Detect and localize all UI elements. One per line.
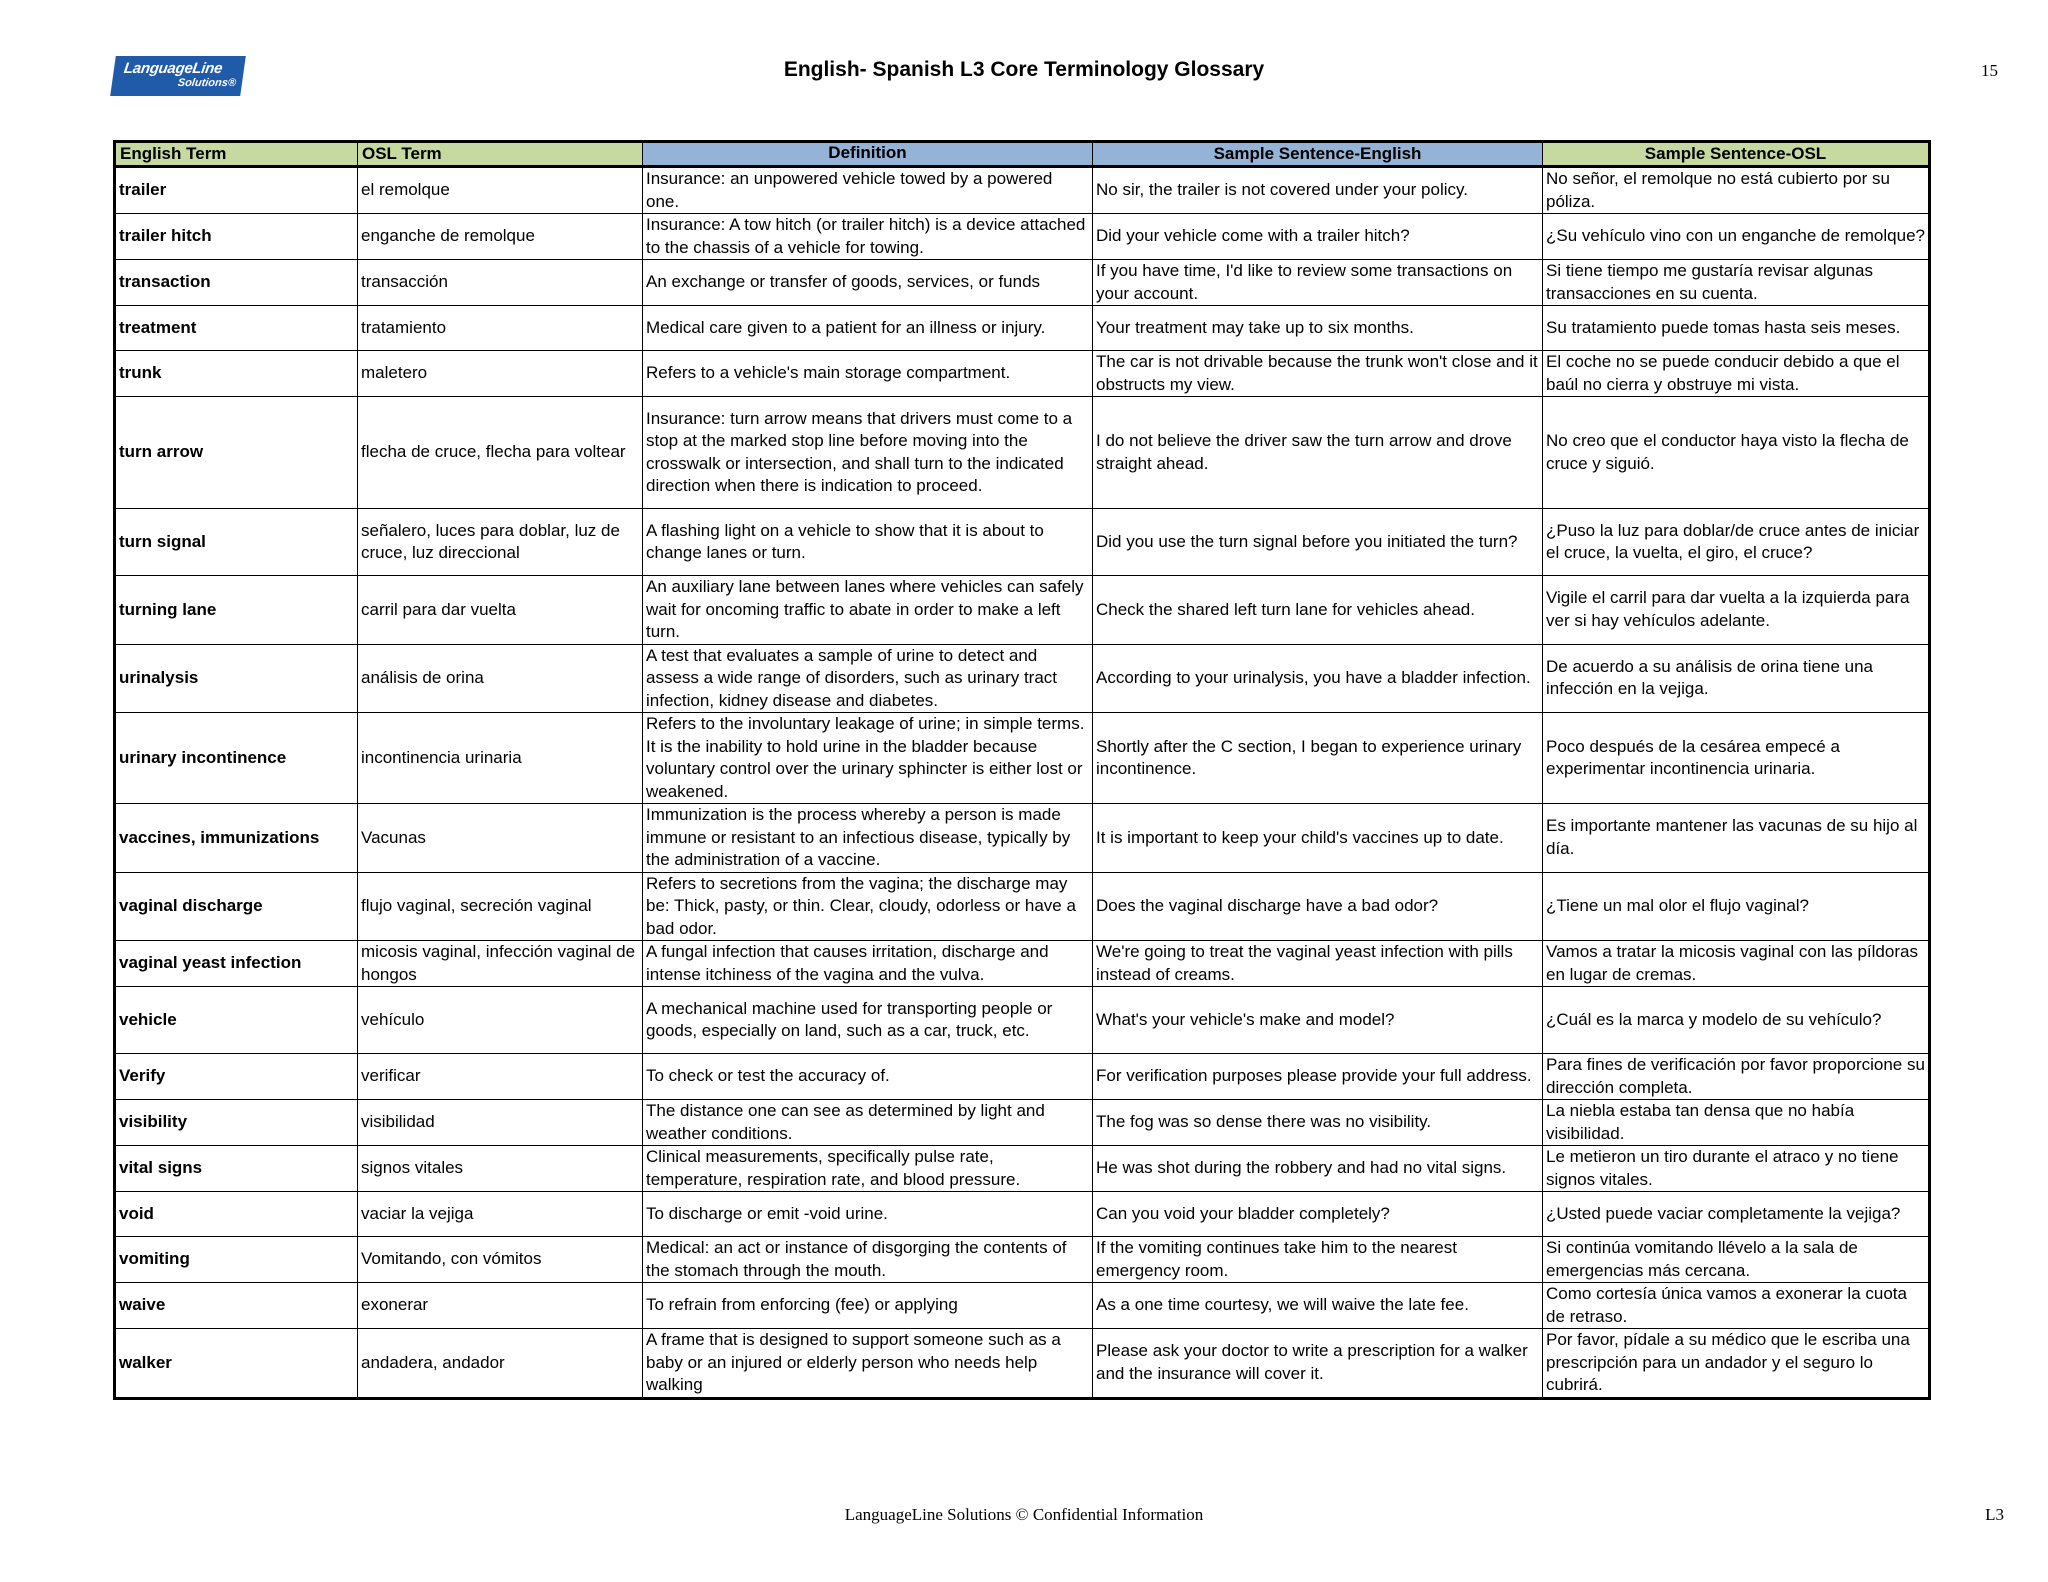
- sample-english-cell: He was shot during the robbery and had no vital signs.: [1093, 1146, 1543, 1192]
- column-header-sample-english: Sample Sentence-English: [1093, 142, 1543, 167]
- sample-english-cell: I do not believe the driver saw the turn arrow and drove straight ahead.: [1093, 397, 1543, 509]
- definition-cell: A test that evaluates a sample of urine to detect and assess a wide range of disorders, such as urinary tract infection, kidney disease and diabetes.: [643, 644, 1093, 713]
- table-row: [115, 397, 1930, 509]
- osl-term-cell: análisis de orina: [358, 644, 643, 713]
- english-term-cell: treatment: [115, 306, 358, 351]
- sample-osl-cell: La niebla estaba tan densa que no había visibilidad.: [1543, 1100, 1930, 1146]
- english-term-cell: Verify: [115, 1054, 358, 1100]
- sample-osl-cell: Vamos a tratar la micosis vaginal con las píldoras en lugar de cremas.: [1543, 941, 1930, 987]
- sample-osl-cell: Vigile el carril para dar vuelta a la izquierda para ver si hay vehículos adelante.: [1543, 576, 1930, 645]
- english-term-cell: urinary incontinence: [115, 713, 358, 804]
- english-term-cell: waive: [115, 1283, 358, 1329]
- definition-cell: Insurance: A tow hitch (or trailer hitch) is a device attached to the chassis of a vehicle for towing.: [643, 214, 1093, 260]
- table-row: [115, 1283, 1930, 1329]
- osl-term-cell: vehículo: [358, 987, 643, 1054]
- english-term-cell: walker: [115, 1329, 358, 1399]
- english-term-cell: turn signal: [115, 509, 358, 576]
- sample-osl-cell: No creo que el conductor haya visto la flecha de cruce y siguió.: [1543, 397, 1930, 509]
- sample-osl-cell: Para fines de verificación por favor proporcione su dirección completa.: [1543, 1054, 1930, 1100]
- definition-cell: A mechanical machine used for transporting people or goods, especially on land, such as a car, truck, etc.: [643, 987, 1093, 1054]
- definition-cell: Immunization is the process whereby a person is made immune or resistant to an infectious disease, typically by the administration of a vaccine.: [643, 804, 1093, 873]
- english-term-cell: urinalysis: [115, 644, 358, 713]
- sample-osl-cell: ¿Cuál es la marca y modelo de su vehículo?: [1543, 987, 1930, 1054]
- sample-english-cell: Shortly after the C section, I began to experience urinary incontinence.: [1093, 713, 1543, 804]
- table-row: [115, 214, 1930, 260]
- table-row: [115, 1100, 1930, 1146]
- osl-term-cell: tratamiento: [358, 306, 643, 351]
- table-body: [115, 167, 1930, 1399]
- sample-english-cell: What's your vehicle's make and model?: [1093, 987, 1543, 1054]
- sample-english-cell: Did your vehicle come with a trailer hitch?: [1093, 214, 1543, 260]
- table-row: [115, 941, 1930, 987]
- definition-cell: To check or test the accuracy of.: [643, 1054, 1093, 1100]
- column-header-definition: Definition: [643, 142, 1093, 167]
- osl-term-cell: verificar: [358, 1054, 643, 1100]
- table-row: [115, 306, 1930, 351]
- table-row: [115, 509, 1930, 576]
- sample-osl-cell: ¿Tiene un mal olor el flujo vaginal?: [1543, 872, 1930, 941]
- table-row: [115, 576, 1930, 645]
- sample-osl-cell: Por favor, pídale a su médico que le escriba una prescripción para un andador y el seguro lo cubrirá.: [1543, 1329, 1930, 1399]
- definition-cell: Clinical measurements, specifically pulse rate, temperature, respiration rate, and blood pressure.: [643, 1146, 1093, 1192]
- sample-osl-cell: Su tratamiento puede tomas hasta seis meses.: [1543, 306, 1930, 351]
- table-row: [115, 1146, 1930, 1192]
- sample-english-cell: Did you use the turn signal before you initiated the turn?: [1093, 509, 1543, 576]
- table-row: [115, 804, 1930, 873]
- sample-english-cell: It is important to keep your child's vaccines up to date.: [1093, 804, 1543, 873]
- definition-cell: To refrain from enforcing (fee) or applying: [643, 1283, 1093, 1329]
- sample-english-cell: According to your urinalysis, you have a bladder infection.: [1093, 644, 1543, 713]
- table-row: [115, 987, 1930, 1054]
- sample-osl-cell: Si continúa vomitando llévelo a la sala de emergencias más cercana.: [1543, 1237, 1930, 1283]
- sample-english-cell: Can you void your bladder completely?: [1093, 1192, 1543, 1237]
- english-term-cell: vaccines, immunizations: [115, 804, 358, 873]
- english-term-cell: vomiting: [115, 1237, 358, 1283]
- table-row: [115, 1237, 1930, 1283]
- glossary-table: [113, 140, 1931, 1400]
- sample-english-cell: For verification purposes please provide your full address.: [1093, 1054, 1543, 1100]
- osl-term-cell: Vacunas: [358, 804, 643, 873]
- osl-term-cell: micosis vaginal, infección vaginal de hongos: [358, 941, 643, 987]
- english-term-cell: void: [115, 1192, 358, 1237]
- osl-term-cell: incontinencia urinaria: [358, 713, 643, 804]
- osl-term-cell: Vomitando, con vómitos: [358, 1237, 643, 1283]
- english-term-cell: vehicle: [115, 987, 358, 1054]
- sample-osl-cell: Como cortesía única vamos a exonerar la cuota de retraso.: [1543, 1283, 1930, 1329]
- sample-osl-cell: Es importante mantener las vacunas de su hijo al día.: [1543, 804, 1930, 873]
- definition-cell: Medical: an act or instance of disgorging the contents of the stomach through the mouth.: [643, 1237, 1093, 1283]
- sample-english-cell: If the vomiting continues take him to the nearest emergency room.: [1093, 1237, 1543, 1283]
- column-header-sample-osl: Sample Sentence-OSL: [1543, 142, 1930, 167]
- osl-term-cell: enganche de remolque: [358, 214, 643, 260]
- definition-cell: An exchange or transfer of goods, services, or funds: [643, 260, 1093, 306]
- table-row: [115, 351, 1930, 397]
- sample-english-cell: As a one time courtesy, we will waive the late fee.: [1093, 1283, 1543, 1329]
- osl-term-cell: el remolque: [358, 167, 643, 214]
- english-term-cell: vaginal yeast infection: [115, 941, 358, 987]
- table-row: [115, 872, 1930, 941]
- definition-cell: Medical care given to a patient for an illness or injury.: [643, 306, 1093, 351]
- table-header-row: [115, 142, 1930, 167]
- table-row: [115, 1329, 1930, 1399]
- definition-cell: Refers to secretions from the vagina; the discharge may be: Thick, pasty, or thin. Clear, cloudy, odorless or have a bad odor.: [643, 872, 1093, 941]
- definition-cell: A frame that is designed to support someone such as a baby or an injured or elderly person who needs help walking: [643, 1329, 1093, 1399]
- osl-term-cell: maletero: [358, 351, 643, 397]
- sample-osl-cell: Si tiene tiempo me gustaría revisar algunas transacciones en su cuenta.: [1543, 260, 1930, 306]
- english-term-cell: trunk: [115, 351, 358, 397]
- sample-english-cell: The car is not drivable because the trunk won't close and it obstructs my view.: [1093, 351, 1543, 397]
- footer-level: L3: [1985, 1505, 2004, 1524]
- sample-osl-cell: Poco después de la cesárea empecé a experimentar incontinencia urinaria.: [1543, 713, 1930, 804]
- english-term-cell: trailer: [115, 167, 358, 214]
- sample-english-cell: Your treatment may take up to six months.: [1093, 306, 1543, 351]
- sample-osl-cell: Le metieron un tiro durante el atraco y no tiene signos vitales.: [1543, 1146, 1930, 1192]
- english-term-cell: vaginal discharge: [115, 872, 358, 941]
- sample-osl-cell: ¿Usted puede vaciar completamente la vejiga?: [1543, 1192, 1930, 1237]
- sample-english-cell: Check the shared left turn lane for vehicles ahead.: [1093, 576, 1543, 645]
- osl-term-cell: signos vitales: [358, 1146, 643, 1192]
- osl-term-cell: exonerar: [358, 1283, 643, 1329]
- osl-term-cell: andadera, andador: [358, 1329, 643, 1399]
- table-row: [115, 1054, 1930, 1100]
- osl-term-cell: transacción: [358, 260, 643, 306]
- definition-cell: Refers to the involuntary leakage of urine; in simple terms. It is the inability to hold urine in the bladder because voluntary control over the urinary sphincter is either lost or weakened.: [643, 713, 1093, 804]
- sample-english-cell: The fog was so dense there was no visibility.: [1093, 1100, 1543, 1146]
- column-header-osl-term: OSL Term: [358, 142, 643, 167]
- osl-term-cell: visibilidad: [358, 1100, 643, 1146]
- definition-cell: Refers to a vehicle's main storage compartment.: [643, 351, 1093, 397]
- sample-english-cell: Please ask your doctor to write a prescription for a walker and the insurance will cover it.: [1093, 1329, 1543, 1399]
- column-header-english-term: English Term: [115, 142, 358, 167]
- sample-osl-cell: No señor, el remolque no está cubierto por su póliza.: [1543, 167, 1930, 214]
- sample-osl-cell: ¿Su vehículo vino con un enganche de remolque?: [1543, 214, 1930, 260]
- osl-term-cell: flecha de cruce, flecha para voltear: [358, 397, 643, 509]
- definition-cell: Insurance: an unpowered vehicle towed by a powered one.: [643, 167, 1093, 214]
- sample-osl-cell: El coche no se puede conducir debido a que el baúl no cierra y obstruye mi vista.: [1543, 351, 1930, 397]
- osl-term-cell: flujo vaginal, secreción vaginal: [358, 872, 643, 941]
- english-term-cell: turn arrow: [115, 397, 358, 509]
- logo-line-2: Solutions®: [176, 77, 237, 89]
- sample-osl-cell: De acuerdo a su análisis de orina tiene una infección en la vejiga.: [1543, 644, 1930, 713]
- osl-term-cell: señalero, luces para doblar, luz de cruce, luz direccional: [358, 509, 643, 576]
- sample-english-cell: No sir, the trailer is not covered under your policy.: [1093, 167, 1543, 214]
- sample-english-cell: If you have time, I'd like to review some transactions on your account.: [1093, 260, 1543, 306]
- page-number: 15: [1981, 61, 1998, 80]
- definition-cell: A fungal infection that causes irritation, discharge and intense itchiness of the vagina and the vulva.: [643, 941, 1093, 987]
- definition-cell: An auxiliary lane between lanes where vehicles can safely wait for oncoming traffic to abate in order to make a left turn.: [643, 576, 1093, 645]
- english-term-cell: vital signs: [115, 1146, 358, 1192]
- english-term-cell: visibility: [115, 1100, 358, 1146]
- definition-cell: The distance one can see as determined by light and weather conditions.: [643, 1100, 1093, 1146]
- table-row: [115, 260, 1930, 306]
- table-row: [115, 167, 1930, 214]
- table-row: [115, 644, 1930, 713]
- osl-term-cell: carril para dar vuelta: [358, 576, 643, 645]
- definition-cell: Insurance: turn arrow means that drivers must come to a stop at the marked stop line before moving into the crosswalk or intersection, and shall turn to the indicated direction when there is indication to proceed.: [643, 397, 1093, 509]
- osl-term-cell: vaciar la vejiga: [358, 1192, 643, 1237]
- definition-cell: A flashing light on a vehicle to show that it is about to change lanes or turn.: [643, 509, 1093, 576]
- english-term-cell: turning lane: [115, 576, 358, 645]
- page-title: English- Spanish L3 Core Terminology Glossary: [783, 58, 1265, 81]
- english-term-cell: trailer hitch: [115, 214, 358, 260]
- sample-osl-cell: ¿Puso la luz para doblar/de cruce antes de iniciar el cruce, la vuelta, el giro, el cruce?: [1543, 509, 1930, 576]
- logo-line-1: LanguageLine: [122, 60, 224, 77]
- sample-english-cell: We're going to treat the vaginal yeast infection with pills instead of creams.: [1093, 941, 1543, 987]
- sample-english-cell: Does the vaginal discharge have a bad odor?: [1093, 872, 1543, 941]
- english-term-cell: transaction: [115, 260, 358, 306]
- table-row: [115, 1192, 1930, 1237]
- definition-cell: To discharge or emit -void urine.: [643, 1192, 1093, 1237]
- table-row: [115, 713, 1930, 804]
- footer-confidential: LanguageLine Solutions © Confidential Information: [844, 1505, 1204, 1524]
